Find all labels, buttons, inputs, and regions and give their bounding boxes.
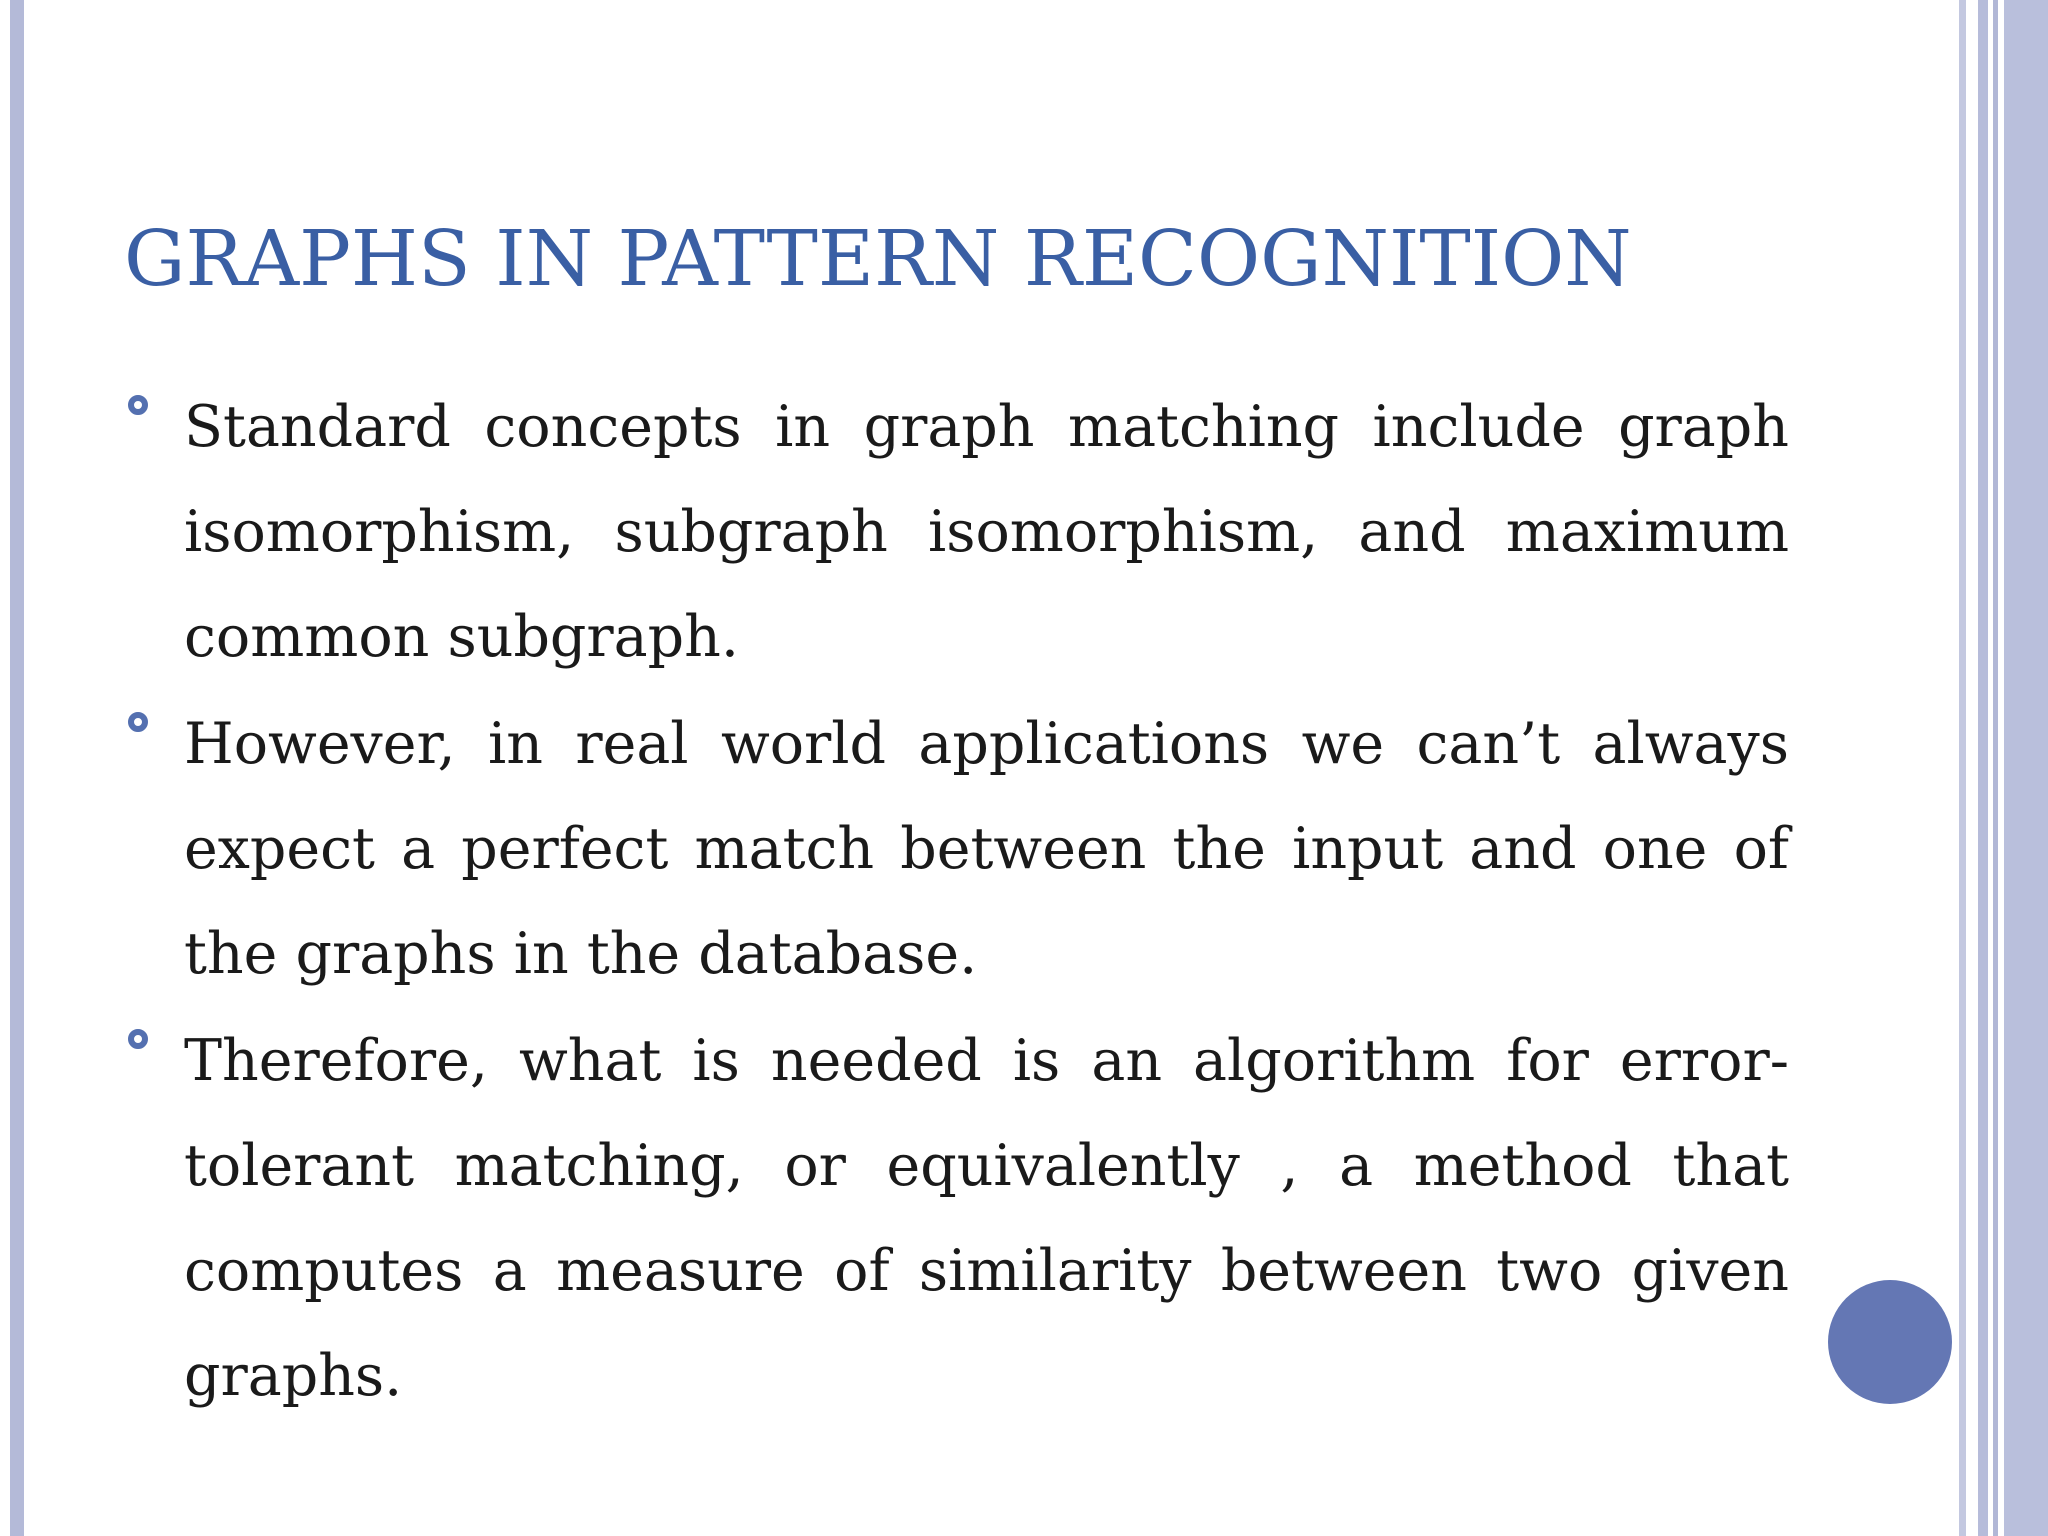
bullet-item	[124, 1009, 1789, 1429]
left-border-bar	[10, 0, 24, 1536]
hollow-circle-bullet-icon	[128, 1029, 148, 1049]
bullet-text: However, in real world applications we can’t always expect a perfect match between the input and one of the graphs in the database.	[184, 711, 1789, 987]
bullet-text: Standard concepts in graph matching include graph isomorphism, subgraph isomorphism, and maximum common subgraph.	[184, 394, 1789, 670]
right-border-stripe	[1959, 0, 1966, 1536]
bullet-item	[124, 692, 1789, 1007]
hollow-circle-bullet-icon	[128, 395, 148, 415]
bullet-list	[124, 394, 1789, 1456]
right-border-stripe	[1978, 0, 1988, 1536]
bullet-text: Therefore, what is needed is an algorithm for error-tolerant matching, or equivalently , a method that computes a measure of similarity between two given graphs.	[184, 1028, 1789, 1409]
hollow-circle-bullet-icon	[128, 712, 148, 732]
slide-title: GRAPHS IN PATTERN RECOGNITION	[124, 215, 1632, 304]
right-border-stripe	[2004, 0, 2048, 1536]
bullet-item	[124, 375, 1789, 690]
decorative-circle-icon	[1828, 1280, 1952, 1404]
right-border-stripe	[1993, 0, 1998, 1536]
